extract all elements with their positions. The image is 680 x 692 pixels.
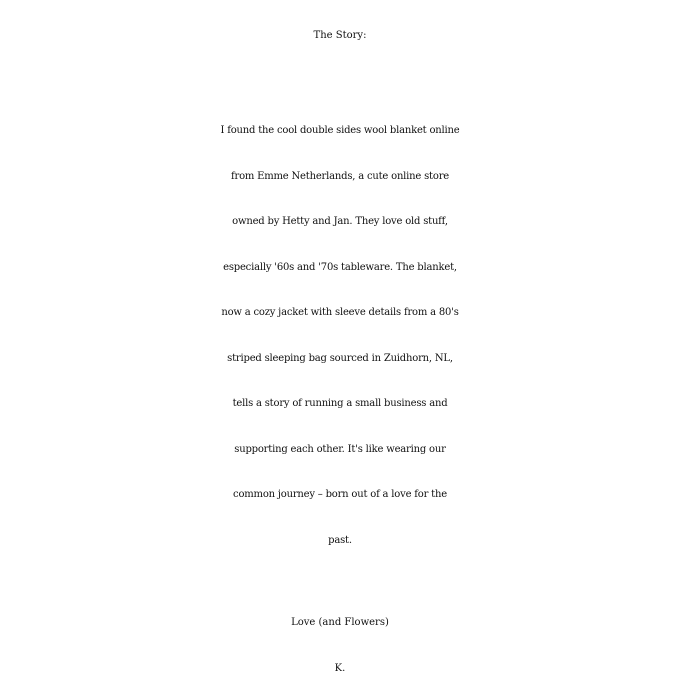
story-line-7: tells a story of running a small business and — [232, 398, 448, 409]
story-line-1: I found the cool double sides wool blanket online — [220, 125, 460, 136]
story-line-2: from Emme Netherlands, a cute online store — [230, 170, 449, 182]
story-line-6: striped sleeping bag sourced in Zuidhorn, NL, — [227, 352, 453, 364]
story-line-10: past. — [328, 534, 352, 546]
page-title: The Story: — [313, 30, 367, 41]
story-body — [0, 108, 680, 563]
signoff — [0, 600, 680, 692]
story-line-5: now a cozy jacket with sleeve details from a 80's — [221, 307, 459, 318]
story-line-9: common journey – born out of a love for the — [233, 489, 447, 500]
story-line-4: especially '60s and '70s tableware. The blanket, — [223, 261, 457, 273]
closing-line: Love (and Flowers) — [291, 617, 389, 628]
story-line-8: supporting each other. It's like wearing our — [234, 443, 446, 455]
signature: K. — [334, 663, 346, 674]
story-line-3: owned by Hetty and Jan. They love old stuff, — [232, 216, 448, 227]
